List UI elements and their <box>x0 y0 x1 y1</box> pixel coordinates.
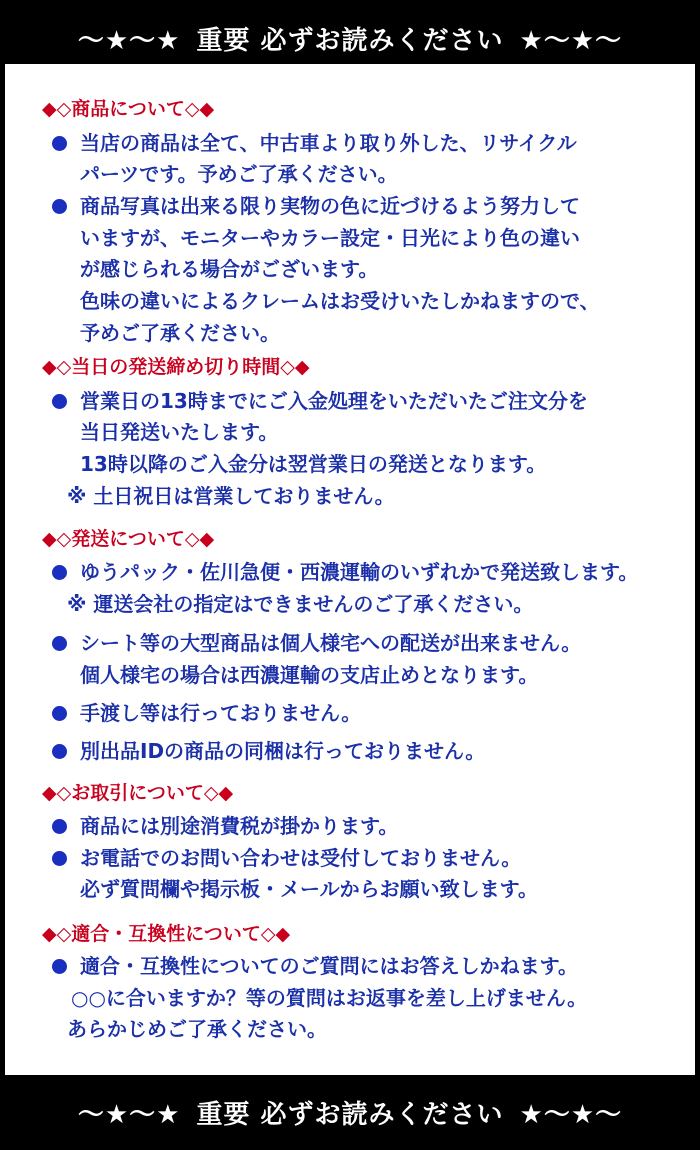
shipping-note: ※ 運送会社の指定はできませんのご了承ください。 <box>67 592 534 616</box>
bullet-icon <box>52 199 67 214</box>
products-line-3: 商品写真は出来る限り実物の色に近づけるよう努力して <box>80 194 580 218</box>
section-heading-transactions: ◆◇お取引について◇◆ <box>42 782 234 804</box>
section-heading-compatibility: ◆◇適合・互換性について◇◆ <box>42 923 291 945</box>
banner-stars-right: ★〜★〜 <box>519 1099 623 1130</box>
section-heading-deadline: ◆◇当日の発送締め切り時間◇◆ <box>42 356 310 378</box>
section-heading-shipping: ◆◇発送について◇◆ <box>42 528 215 550</box>
bottom-banner <box>0 1080 700 1144</box>
shipping-line-5: 手渡し等は行っておりません。 <box>80 701 362 725</box>
compatibility-line-1: 適合・互換性についてのご質問にはお答えしかねます。 <box>80 954 578 978</box>
shipping-line-6: 別出品IDの商品の同梱は行っておりません。 <box>80 739 486 763</box>
shipping-line-1: ゆうパック・佐川急便・西濃運輸のいずれかで発送致します。 <box>80 560 639 584</box>
transactions-line-1: 商品には別途消費税が掛かります。 <box>80 814 399 838</box>
deadline-note: ※ 土日祝日は営業しておりません。 <box>67 484 395 508</box>
bullet-icon <box>52 565 67 580</box>
section-heading-products: ◆◇商品について◇◆ <box>42 98 215 120</box>
products-line-1: 当店の商品は全て、中古車より取り外した、リサイクル <box>80 131 577 155</box>
banner-text: 重要 必ずお読みください <box>196 1099 504 1130</box>
compatibility-line-2: ○○に合いますか？等の質問はお返事を差し上げません。 <box>71 986 588 1010</box>
shipping-line-4: 個人様宅の場合は西濃運輸の支店止めとなります。 <box>80 663 539 687</box>
bullet-icon <box>52 851 67 866</box>
banner-text: 重要 必ずお読みください <box>196 25 504 56</box>
notice-panel <box>5 64 695 1075</box>
bullet-icon <box>52 744 67 759</box>
bullet-icon <box>52 959 67 974</box>
banner-stars-left: 〜★〜★ <box>77 25 181 56</box>
banner-stars-left: 〜★〜★ <box>77 1099 181 1130</box>
shipping-line-3: シート等の大型商品は個人様宅への配送が出来ません。 <box>80 631 582 655</box>
compatibility-line-3: あらかじめご了承ください。 <box>67 1017 327 1041</box>
bullet-icon <box>52 706 67 721</box>
banner-stars-right: ★〜★〜 <box>519 25 623 56</box>
deadline-line-2: 当日発送いたします。 <box>80 420 279 444</box>
transactions-line-2: お電話でのお問い合わせは受付しておりません。 <box>80 846 522 870</box>
products-line-6: 色味の違いによるクレームはお受けいたしかねますので、 <box>80 289 600 313</box>
products-line-4: いますが、モニターやカラー設定・日光により色の違い <box>80 226 580 250</box>
bullet-icon <box>52 819 67 834</box>
bullet-icon <box>52 636 67 651</box>
top-banner <box>0 6 700 70</box>
products-line-2: パーツです。予めご了承ください。 <box>80 162 398 186</box>
transactions-line-3: 必ず質問欄や掲示板・メールからお願い致します。 <box>80 877 538 901</box>
bullet-icon <box>52 136 67 151</box>
products-line-7: 予めご了承ください。 <box>80 321 280 345</box>
products-line-5: が感じられる場合がございます。 <box>80 257 379 281</box>
deadline-line-1: 営業日の13時までにご入金処理をいただいたご注文分を <box>80 389 588 413</box>
bullet-icon <box>52 394 67 409</box>
deadline-line-3: 13時以降のご入金分は翌営業日の発送となります。 <box>80 452 547 476</box>
